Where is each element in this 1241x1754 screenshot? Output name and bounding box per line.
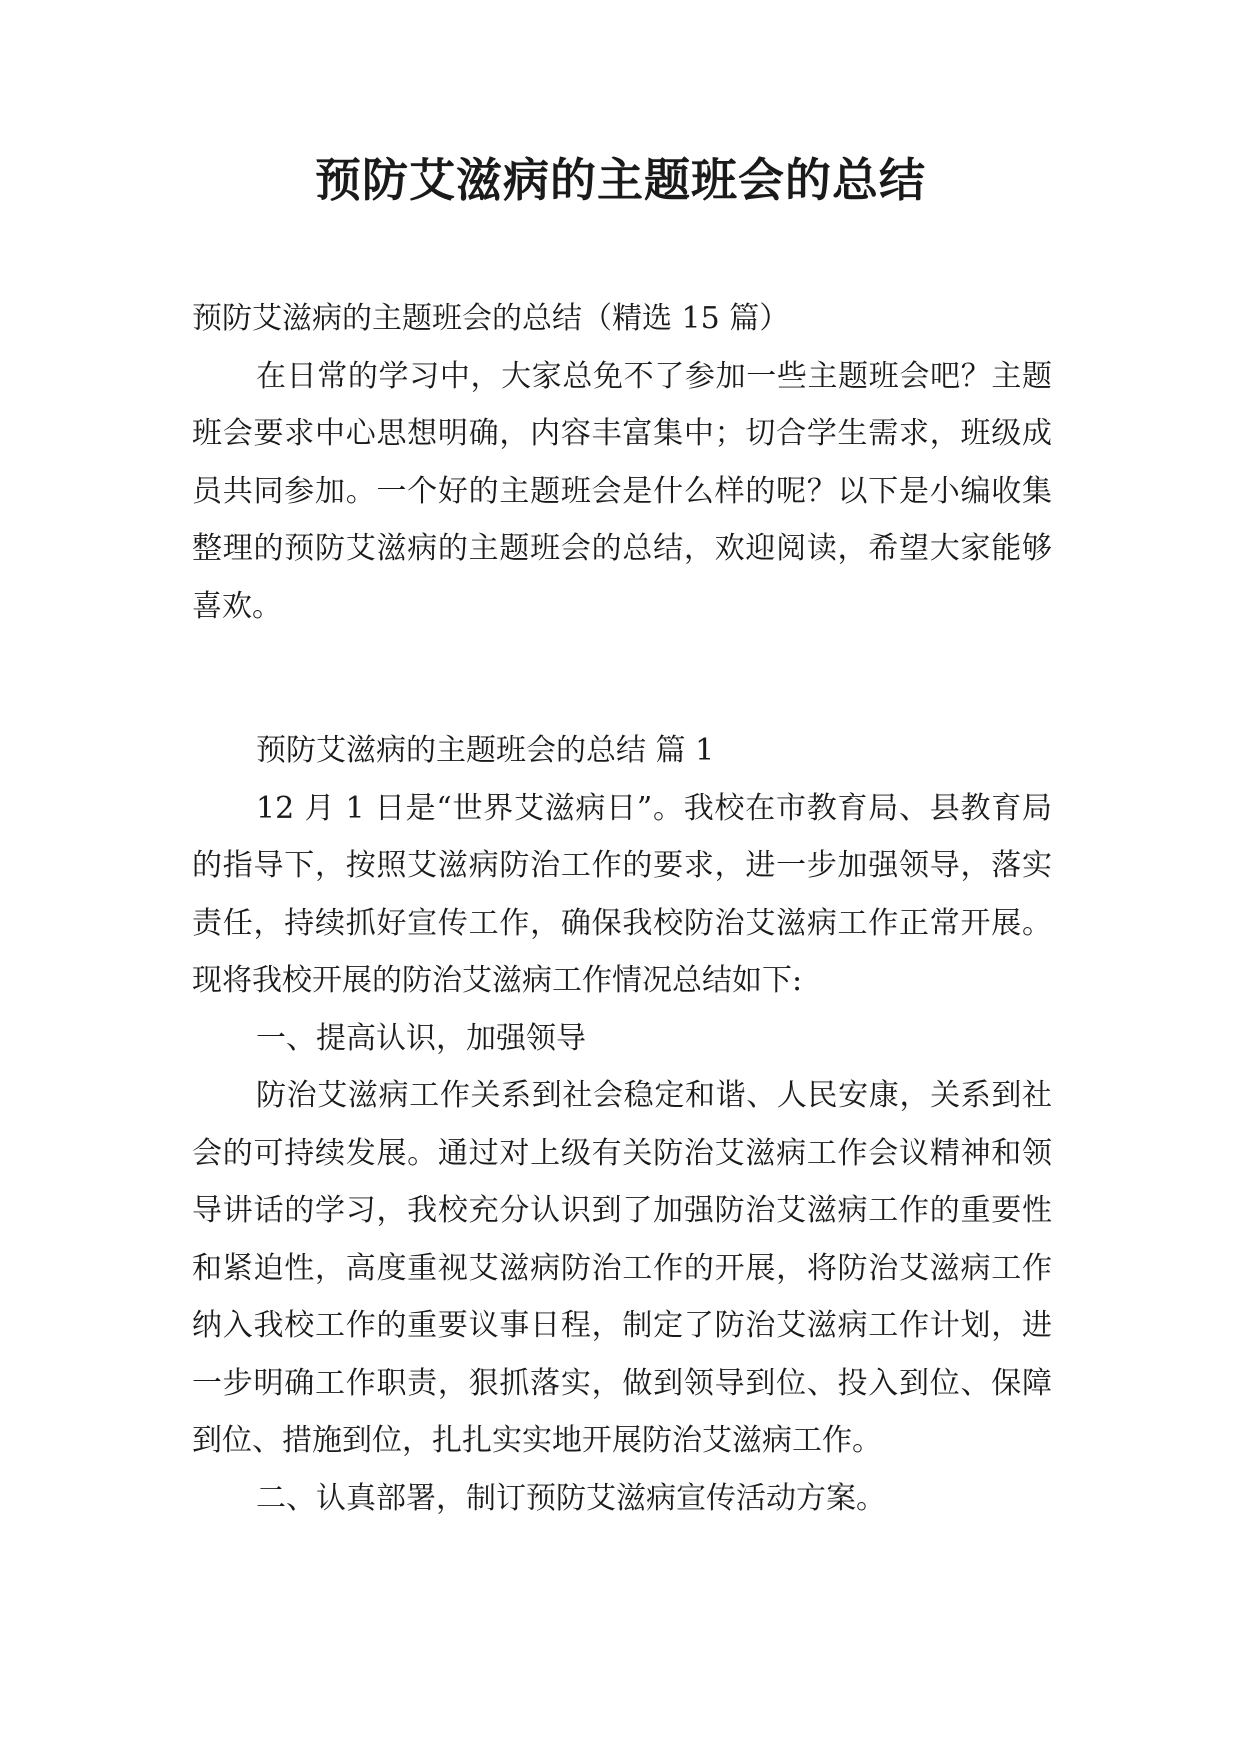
spacer xyxy=(192,635,1052,722)
section-heading-1: 一、提高认识，加强领导 xyxy=(256,1020,586,1056)
document-subtitle: 预防艾滋病的主题班会的总结（精选 15 篇） xyxy=(192,301,790,336)
document-body xyxy=(192,290,1052,1527)
article-heading: 预防艾滋病的主题班会的总结 篇 1 xyxy=(256,733,715,768)
intro-paragraph: 在日常的学习中，大家总免不了参加一些主题班会吧？主题班会要求中心思想明确，内容丰富集中；切合学生需求，班级成员共同参加。一个好的主题班会是什么样的呢？以下是小编收集整理的预防艾滋病的主题班会的总结，欢迎阅读，希望大家能够喜欢。 xyxy=(192,358,1052,624)
section-heading-2: 二、认真部署，制订预防艾滋病宣传活动方案。 xyxy=(256,1480,886,1516)
section-paragraph-1: 防治艾滋病工作关系到社会稳定和谐、人民安康，关系到社会的可持续发展。通过对上级有关防治艾滋病工作会议精神和领导讲话的学习，我校充分认识到了加强防治艾滋病工作的重要性和紧迫性，高度重视艾滋病防治工作的开展，将防治艾滋病工作纳入我校工作的重要议事日程，制定了防治艾滋病工作计划，进一步明确工作职责，狠抓落实，做到领导到位、投入到位、保障到位、措施到位，扎扎实实地开展防治艾滋病工作。 xyxy=(192,1078,1052,1458)
article-paragraph-1: 12 月 1 日是“世界艾滋病日”。我校在市教育局、县教育局的指导下，按照艾滋病防治工作的要求，进一步加强领导，落实责任，持续抓好宣传工作，确保我校防治艾滋病工作正常开展。现将我校开展的防治艾滋病工作情况总结如下: xyxy=(192,790,1052,998)
document-title: 预防艾滋病的主题班会的总结 xyxy=(315,153,926,207)
